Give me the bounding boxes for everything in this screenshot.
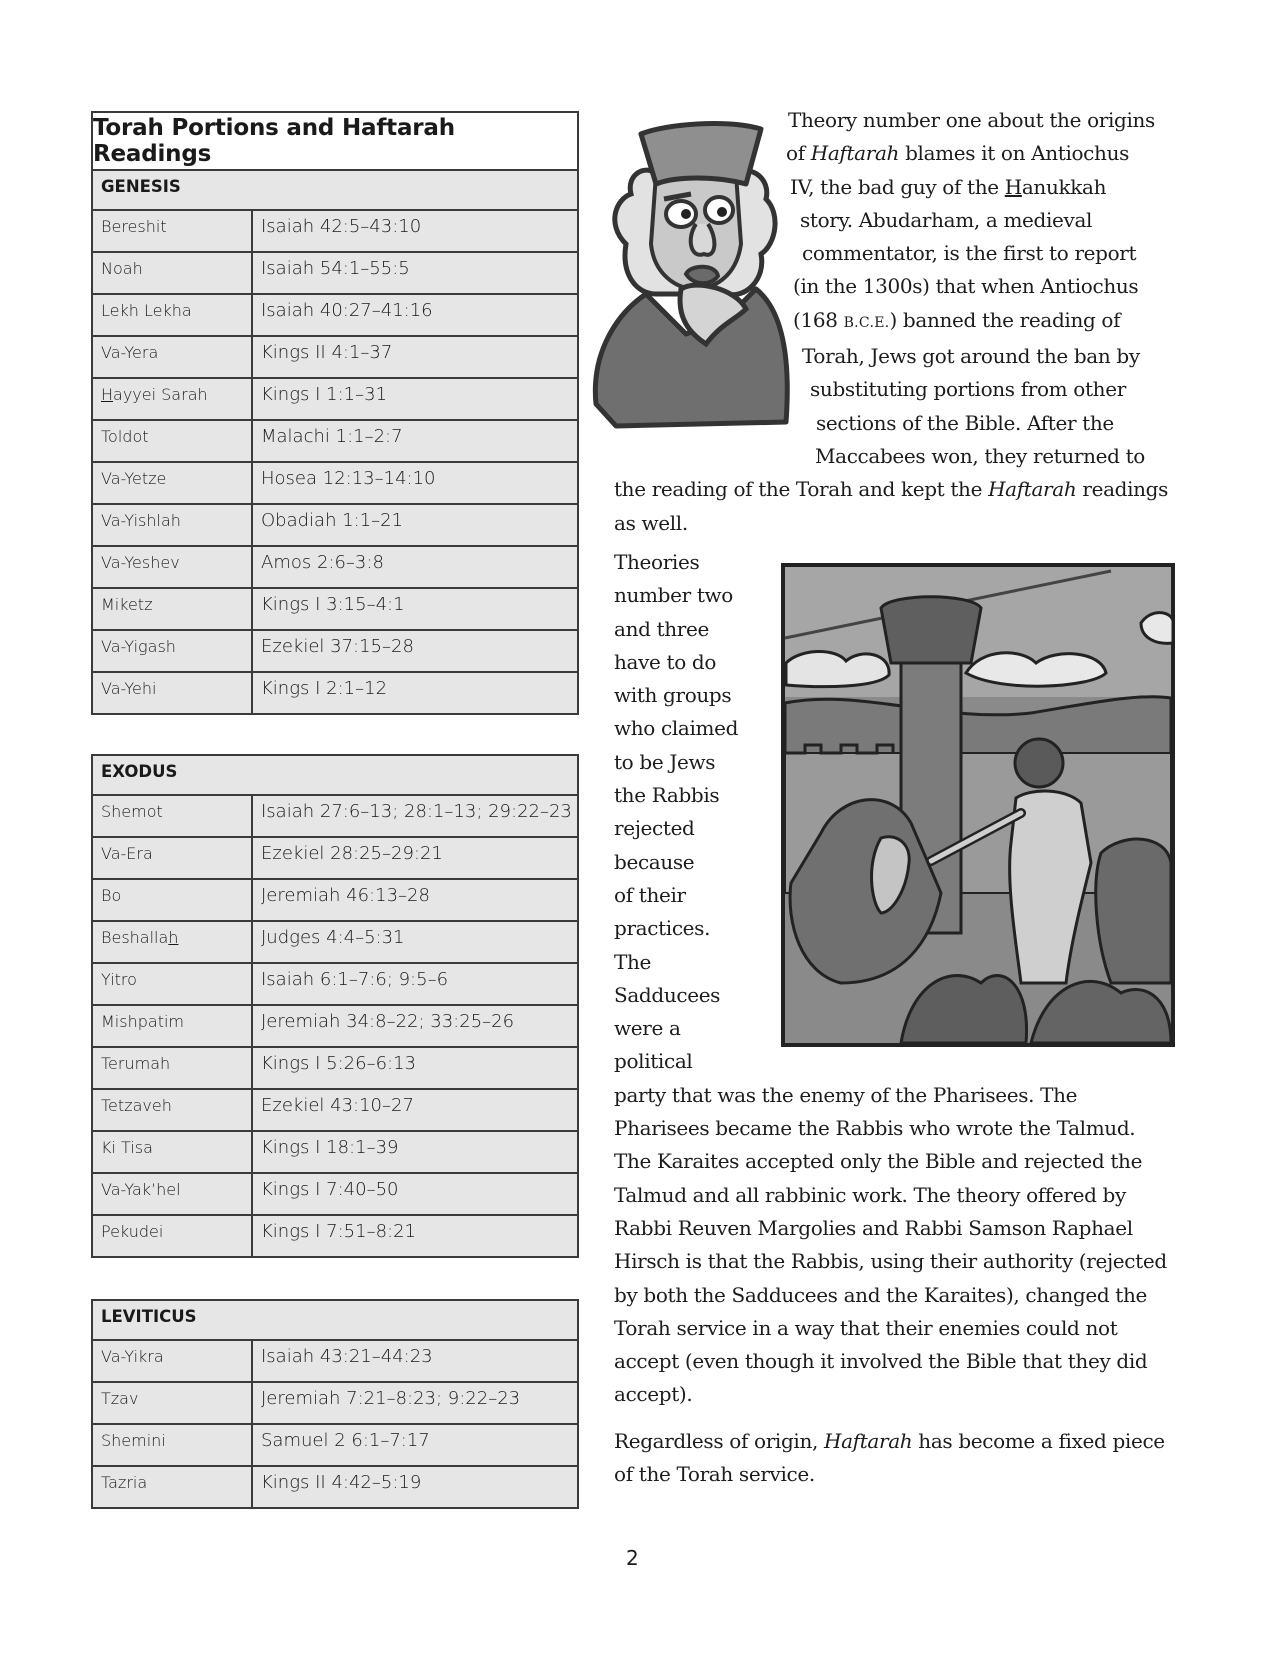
portion-cell: Shemini	[93, 1425, 253, 1465]
paragraph-theories-two-three	[614, 546, 1167, 1412]
portion-cell: Tetzaveh	[93, 1090, 253, 1130]
text-line: Torah, Jews got around the ban by	[802, 344, 1140, 369]
text-line: Theories	[614, 550, 700, 574]
text-line: Torah service in a way that their enemies could not	[614, 1315, 1118, 1340]
portion-cell: Noah	[93, 253, 253, 293]
haftarah-cell: Ezekiel 28:25–29:21	[261, 843, 443, 864]
portion-underlined-letter: h	[168, 928, 179, 947]
table-row	[93, 1467, 577, 1507]
table-row	[93, 1341, 577, 1383]
portion-cell: Miketz	[93, 589, 253, 629]
text-line: of their	[614, 882, 686, 907]
text-line: accept).	[614, 1382, 693, 1407]
portion-cell: Lekh Lekha	[93, 295, 253, 335]
underlined-letter: H	[1004, 174, 1022, 199]
text-line: and three	[614, 616, 709, 641]
haftarah-cell: Kings I 2:1–12	[261, 678, 388, 699]
haftarah-cell: Judges 4:4–5:31	[261, 927, 405, 948]
table-title: Torah Portions and Haftarah Readings	[93, 113, 577, 171]
text-line: with groups	[614, 683, 732, 708]
portion-cell: Va-Yikra	[93, 1341, 253, 1381]
text-line: Sadducees	[614, 982, 721, 1007]
text-line: The	[614, 949, 652, 974]
portion-cell: Va-Yishlah	[93, 505, 253, 545]
text-span: ) banned the reading of	[889, 307, 1121, 332]
text-line: practices.	[614, 916, 711, 941]
portion-rest: Beshalla	[101, 928, 169, 947]
table-row	[93, 673, 577, 713]
section-header-exodus: EXODUS	[93, 756, 577, 796]
text-line: as well.	[614, 510, 688, 535]
text-line: of the Torah service.	[614, 1462, 815, 1487]
text-line: party that was the enemy of the Pharisees. The	[614, 1082, 1078, 1107]
text-span: blames it on Antiochus	[899, 141, 1130, 166]
table-row	[93, 838, 577, 880]
haftarah-cell: Kings I 7:40–50	[261, 1179, 399, 1200]
text-span: of	[786, 141, 811, 166]
text-line: who claimed	[614, 716, 739, 741]
paragraph-theory-one	[0, 104, 1168, 540]
table-row	[93, 1090, 577, 1132]
table-row	[93, 1383, 577, 1425]
portion-cell: Tazria	[93, 1467, 253, 1507]
text-line: political	[614, 1049, 693, 1074]
haftarah-cell: Isaiah 43:21–44:23	[261, 1346, 433, 1367]
text-line: story. Abudarham, a medieval	[800, 207, 1093, 232]
text-line: because	[614, 849, 695, 874]
portion-cell: Ki Tisa	[93, 1132, 253, 1172]
portion-cell: Va-Yak’hel	[93, 1174, 253, 1214]
text-line: The Karaites accepted only the Bible and rejected the	[614, 1149, 1143, 1174]
table-row	[93, 1006, 577, 1048]
text-line: Maccabees won, they returned to	[815, 443, 1145, 468]
haftarah-cell: Hosea 12:13–14:10	[261, 468, 436, 489]
text-line	[0, 171, 1168, 204]
haftarah-table-exodus	[91, 754, 579, 1258]
text-line: (in the 1300s) that when Antiochus	[793, 274, 1139, 299]
text-line	[614, 1425, 1165, 1458]
table-row	[93, 880, 577, 922]
haftarah-cell: Amos 2:6–3:8	[261, 552, 384, 573]
haftarah-table-leviticus	[91, 1299, 579, 1509]
haftarah-cell: Jeremiah 46:13–28	[261, 885, 430, 906]
table-row	[93, 964, 577, 1006]
portion-cell: Va-Era	[93, 838, 253, 878]
haftarah-cell: Malachi 1:1–2:7	[261, 426, 403, 447]
text-line: the Rabbis	[614, 783, 720, 808]
text-line: by both the Sadducees and the Karaites), changed the	[614, 1282, 1148, 1307]
haftarah-cell: Kings I 3:15–4:1	[261, 594, 405, 615]
table-row	[93, 922, 577, 964]
section-header-leviticus: LEVITICUS	[93, 1301, 577, 1341]
haftarah-cell: Kings II 4:1–37	[261, 342, 393, 363]
text-span: readings	[1076, 477, 1169, 502]
table-row	[93, 1048, 577, 1090]
text-line: substituting portions from other	[810, 377, 1126, 402]
haftarah-cell: Ezekiel 37:15–28	[261, 636, 414, 657]
portion-cell	[93, 922, 253, 962]
text-line: to be Jews	[614, 749, 716, 774]
paragraph-conclusion	[614, 1425, 1165, 1492]
haftarah-cell: Isaiah 27:6–13; 28:1–13; 29:22–23	[261, 801, 572, 822]
text-line: accept (even though it involved the Bible that they did	[614, 1349, 1148, 1374]
haftarah-cell: Isaiah 40:27–41:16	[261, 300, 433, 321]
italic-term: Haftarah	[810, 141, 900, 166]
text-line: were a	[614, 1016, 681, 1041]
haftarah-cell: Kings I 7:51–8:21	[261, 1221, 416, 1242]
portion-cell: Va-Yera	[93, 337, 253, 377]
text-line: commentator, is the first to report	[802, 241, 1137, 266]
text-span: anukkah	[1021, 174, 1107, 199]
portion-cell: Bereshit	[93, 211, 253, 251]
section-header-genesis: GENESIS	[93, 171, 577, 211]
text-line	[0, 137, 1168, 170]
portion-cell: Va-Yigash	[93, 631, 253, 671]
portion-cell: Pekudei	[93, 1216, 253, 1256]
portion-cell: Va-Yetze	[93, 463, 253, 503]
text-span: has become a fixed piece	[912, 1429, 1165, 1453]
haftarah-cell: Isaiah 54:1–55:5	[261, 258, 410, 279]
portion-cell: Mishpatim	[93, 1006, 253, 1046]
text-span: IV, the bad guy of the	[790, 174, 1005, 199]
table-row	[93, 1132, 577, 1174]
haftarah-cell: Samuel 2 6:1–7:17	[261, 1430, 430, 1451]
small-caps-era: B.C.E.	[843, 314, 890, 331]
text-span: (168	[793, 307, 844, 332]
portion-cell: Bo	[93, 880, 253, 920]
italic-term: Haftarah	[988, 477, 1077, 502]
haftarah-cell: Isaiah 6:1–7:6; 9:5–6	[261, 969, 449, 990]
text-line	[0, 304, 1168, 340]
table-row	[93, 631, 577, 673]
haftarah-cell: Kings II 4:42–5:19	[261, 1472, 422, 1493]
haftarah-cell: Jeremiah 7:21–8:23; 9:22–23	[261, 1388, 521, 1409]
text-line	[0, 473, 1168, 506]
portion-cell: Va-Yeshev	[93, 547, 253, 587]
italic-term: Haftarah	[824, 1429, 913, 1453]
haftarah-cell: Kings I 18:1–39	[261, 1137, 399, 1158]
haftarah-cell: Isaiah 42:5–43:10	[261, 216, 422, 237]
page-number: 2	[626, 1546, 639, 1570]
text-line: have to do	[614, 649, 717, 674]
text-line: Pharisees became the Rabbis who wrote the Talmud.	[614, 1116, 1136, 1141]
portion-cell: Terumah	[93, 1048, 253, 1088]
text-span: Regardless of origin,	[614, 1429, 824, 1453]
portion-cell: Tzav	[93, 1383, 253, 1423]
haftarah-cell: Obadiah 1:1–21	[261, 510, 404, 531]
table-row	[93, 1216, 577, 1256]
table-row	[93, 1174, 577, 1216]
haftarah-cell: Ezekiel 43:10–27	[261, 1095, 414, 1116]
portion-cell: Shemot	[93, 796, 253, 836]
table-row	[93, 796, 577, 838]
portion-cell: Toldot	[93, 421, 253, 461]
table-row	[93, 589, 577, 631]
portion-cell: Yitro	[93, 964, 253, 1004]
text-span: the reading of the Torah and kept the	[614, 477, 989, 502]
text-line: Talmud and all rabbinic work. The theory offered by	[614, 1182, 1126, 1207]
table-row	[93, 1425, 577, 1467]
haftarah-cell: Kings I 1:1–31	[261, 384, 388, 405]
text-line: Rabbi Reuven Margolies and Rabbi Samson Raphael	[614, 1215, 1133, 1240]
portion-rest: ayyei Sarah	[113, 385, 208, 404]
table-row	[93, 547, 577, 589]
text-line: Hirsch is that the Rabbis, using their authority (rejected	[614, 1249, 1167, 1274]
portion-cell: Va-Yehi	[93, 673, 253, 713]
text-line: Theory number one about the origins	[788, 108, 1155, 132]
haftarah-cell: Jeremiah 34:8–22; 33:25–26	[261, 1011, 515, 1032]
text-line: rejected	[614, 816, 695, 841]
text-line: sections of the Bible. After the	[816, 410, 1114, 435]
portion-underlined-letter: H	[101, 385, 114, 404]
haftarah-cell: Kings I 5:26–6:13	[261, 1053, 416, 1074]
text-line: number two	[614, 583, 733, 608]
